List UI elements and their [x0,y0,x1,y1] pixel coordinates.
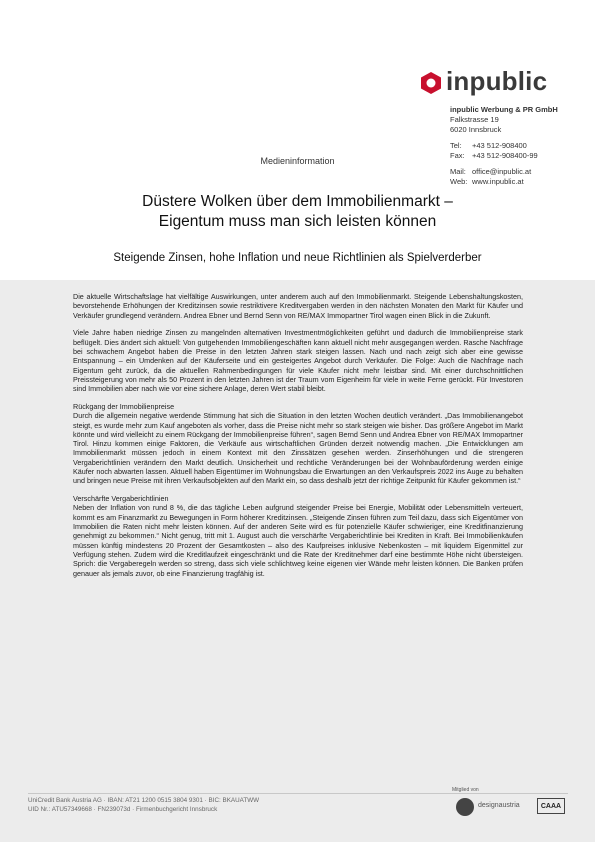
section-text-preise: Durch die allgemein negative werdende Stimmung hat sich die Situation in den letzten Wochen deutlich verändert. „Das Immobilienangebot steigt, es wurde mehr zum Kauf angeboten als vorher, dass die Preise nicht mehr so stark steigen wie bisher. Das größere Angebot im Markt könnte und wird vielleicht zu einem Rückgang der Immobilienpreise führen“, sagen Bernd Senn und Andrea Ebner von RE/MAX Immopartner Tirol. Hinzu kommen einige Faktoren, die Verkäufe aus wirtschaftlichen Gründen derzeit notwendig machen. „Die Entwicklungen am Immobilienmarkt müssen jedoch in einem Kontext mit den Zinssätzen gesehen werden. Zinserhöhungen und die strengeren Vergaberichtlinien verändern den Markt deutlich. Unsicherheit und rechtliche Veränderungen bei der Wohnbauförderung werden einige Käufer noch abwarten lassen. Aktuell haben Eigentümer im Wohnungsbau die Erwartungen an den Verkaufspreis 2022 ins Auge zu behalten und bringen neue Preise mit ihren Verkaufsobjekten auf den Markt ein, so dass deshalb jetzt der richtige Zeitpunkt für Käufer gekommen ist.“ [73,411,523,486]
member-label: Mitglied von [452,787,479,793]
fax-label: Fax: [450,151,465,160]
fax-value: +43 512-908400-99 [472,151,538,160]
section-heading-preise: Rückgang der Immobilienpreise [73,401,175,411]
member-logo-circle-icon [456,798,474,816]
address-city: 6020 Innsbruck [450,125,502,134]
mail-value[interactable]: office@inpublic.at [472,167,532,176]
title-line-1: Düstere Wolken über dem Immobilienmarkt – [142,193,453,210]
logo-mark-icon [420,72,442,94]
body-text [73,292,523,586]
tel-label: Tel: [450,141,462,150]
tel-value: +43 512-908400 [472,141,527,150]
paragraph-2: Viele Jahre haben niedrige Zinsen zu mangelnden alternativen Investmentmöglichkeiten geführt und dadurch die Immobilienpreise stark beflügelt. Dies ändert sich aktuell: Von gutgehenden Immobiliengeschäften kann aktuell nicht mehr ausgegangen werden. Rasche Nachfrage bei schwachem Angebot haben die Preise in den letzten Jahren stark steigen lassen. Nach und nach zeigt sich aber eine gewisse Entspannung – ein Umdenken auf der Käuferseite und ein gesteigertes Angebot durch Verkäufer. Die Folge: Auch die Nachfrage nach Eigentum geht zurück, da die aktuellen Rahmenbedingungen für viele Käufer nicht mehr leistbar sind. Mit einer durchschnittlichen Preissteigerung von mehr als 50 Prozent in den letzten Jahren ist der Traum vom Eigenheim für viele in weite Ferne gerückt. Für Investoren sind Immobilien aber nach wie vor eine sichere Anlage, deren Wert stabil bleibt. [73,328,523,394]
inpublic-logo [420,66,570,104]
page-subtitle: Steigende Zinsen, hohe Inflation und neue Richtlinien als Spielverderber [113,252,482,264]
company-name: inpublic Werbung & PR GmbH [450,105,558,114]
footer-uid-line: UID Nr.: ATU57349668 · FN239073d · Firmenbuchgericht Innsbruck [28,805,218,813]
page-title [40,192,555,232]
mail-row [450,167,590,177]
footer-bank-line: UniCredit Bank Austria AG · IBAN: AT21 1200 0515 3804 9301 · BIC: BKAUATWW [28,797,260,804]
member-caaa-logo: CAAA [537,798,565,814]
web-value[interactable]: www.inpublic.at [472,177,524,186]
section-heading-vergabe: Verschärfte Vergaberichtlinien [73,494,169,504]
web-label: Web: [450,177,468,186]
section-text-vergabe: Neben der Inflation von rund 8 %, die das tägliche Leben aufgrund steigender Preise bei Energie, Mobilität oder Lebensmitteln verteuert, kommt es am Finanzmarkt zu Bewegungen in Form höherer Kreditzinsen. „Steigende Zinsen führen zum Teil dazu, dass sich Eigentümer von Immobilien die Raten nicht mehr leisten können. Auf der anderen Seite wird es für potenzielle Käufer schwieriger, eine Kreditfinanzierung genehmigt zu bekommen.“ Nicht genug, tritt mit 1. August auch die verschärfte Vergaberichtlinie bei Krediten in Kraft. Bei Immobilienkäufen müssen künftig mindestens 20 Prozent der Gesamtkosten – also des Kaufpreises inklusive Nebenkosten – mit liquidem Eigenmittel zur Verfügung stehen. Zudem wird die Kreditlaufzeit eingeschränkt und die Rate der Kreditnehmer darf eine bestimmte Höhe nicht übersteigen. Sprich: die Vergaberegeln werden so streng, dass sich viele schlichtweg keine eigenen vier Wände mehr leisten können. Die Banken prüfen genauer als jemals zuvor, ob eine Finanzierung tragfähig ist. [73,503,523,578]
paragraph-intro: Die aktuelle Wirtschaftslage hat vielfältige Auswirkungen, unter anderem auch auf den Immobilienmarkt. Steigende Lebenshaltungskosten, bevorstehende Erhöhungen der Kreditzinsen sowie restriktivere Kreditvergaben werden in den nächsten Monaten den Markt für Käufer und Verkäufer grundlegend verändern. Andrea Ebner und Bernd Senn von RE/MAX Immopartner Tirol wagen einen Blick in die Zukunft. [73,292,523,320]
mail-label: Mail: [450,167,466,176]
title-line-2: Eigentum muss man sich leisten können [158,213,437,230]
member-designaustria-logo: designaustria [478,802,520,809]
company-contact-block [450,105,590,187]
footer [28,797,328,814]
document-type-label: Medieninformation [260,156,335,166]
logo-text: inpublic [446,66,548,96]
web-row [450,177,590,187]
tel-row [450,141,590,151]
address-street: Falkstrasse 19 [450,115,499,124]
footer-divider [28,793,568,794]
